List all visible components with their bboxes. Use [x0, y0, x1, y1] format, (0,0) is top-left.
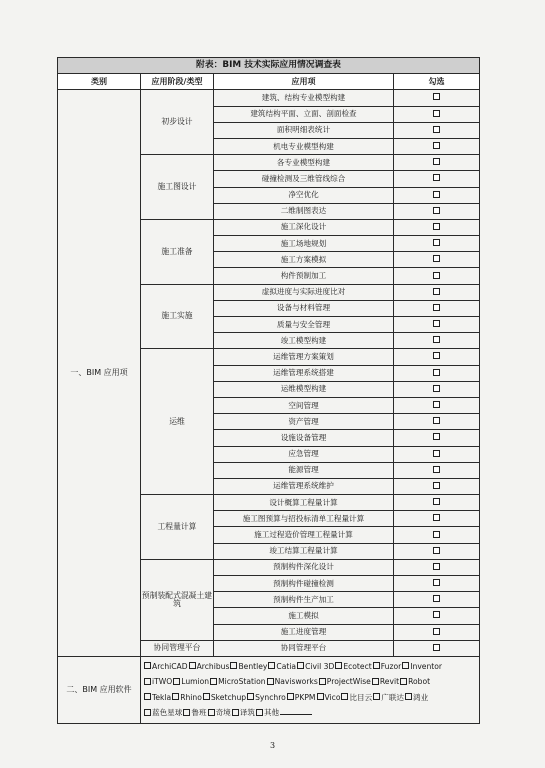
checkbox[interactable]	[433, 369, 440, 376]
checkbox[interactable]	[433, 191, 440, 198]
checkbox[interactable]	[402, 662, 409, 669]
software-option[interactable]	[173, 677, 209, 686]
checkbox[interactable]	[297, 662, 304, 669]
application-item: 构件预制加工	[214, 268, 394, 284]
software-label: Rhino	[180, 692, 202, 702]
software-label: Catia	[276, 661, 297, 671]
checkbox[interactable]	[433, 272, 440, 279]
application-item: 建筑、结构专业模型构建	[214, 90, 394, 106]
application-item: 建筑结构平面、立面、剖面检查	[214, 106, 394, 122]
checkbox-cell	[394, 397, 480, 413]
software-line	[144, 690, 476, 706]
software-option[interactable]	[144, 662, 188, 671]
checkbox[interactable]	[433, 239, 440, 246]
header-check: 勾选	[394, 74, 480, 90]
checkbox[interactable]	[433, 531, 440, 538]
software-option[interactable]	[203, 693, 246, 702]
software-option[interactable]	[317, 693, 341, 702]
checkbox[interactable]	[144, 693, 151, 700]
checkbox[interactable]	[433, 158, 440, 165]
checkbox-cell	[394, 268, 480, 284]
checkbox[interactable]	[341, 693, 348, 700]
checkbox[interactable]	[317, 693, 324, 700]
software-option[interactable]	[373, 662, 402, 671]
checkbox[interactable]	[433, 336, 440, 343]
checkbox[interactable]	[433, 352, 440, 359]
software-option[interactable]	[247, 693, 286, 702]
table-row	[58, 90, 480, 106]
checkbox[interactable]	[247, 693, 254, 700]
checkbox-cell	[394, 138, 480, 154]
checkbox[interactable]	[203, 693, 210, 700]
stage-cell: 施工实施	[141, 284, 214, 349]
software-option[interactable]	[208, 708, 231, 717]
checkbox[interactable]	[433, 110, 440, 117]
software-option[interactable]	[210, 677, 265, 686]
software-label: Ecotect	[343, 661, 372, 671]
checkbox[interactable]	[230, 662, 237, 669]
software-row	[58, 656, 480, 723]
checkbox[interactable]	[319, 678, 326, 685]
software-option[interactable]	[232, 708, 255, 717]
checkbox-cell	[394, 608, 480, 624]
application-item: 资产管理	[214, 414, 394, 430]
checkbox[interactable]	[287, 693, 294, 700]
software-label: Robot	[408, 677, 431, 687]
checkbox-cell	[394, 624, 480, 640]
checkbox-cell	[394, 478, 480, 494]
application-item: 施工模拟	[214, 608, 394, 624]
checkbox-cell	[394, 203, 480, 219]
software-option[interactable]	[189, 662, 230, 671]
stage-cell: 工程量计算	[141, 495, 214, 560]
checkbox[interactable]	[433, 255, 440, 262]
application-item: 施工方案模拟	[214, 252, 394, 268]
header-item: 应用项	[214, 74, 394, 90]
checkbox[interactable]	[433, 304, 440, 311]
software-label: 比目云	[349, 692, 373, 702]
table-title: 附表：BIM 技术实际应用情况调查表	[58, 58, 480, 74]
checkbox[interactable]	[433, 320, 440, 327]
stage-cell: 施工准备	[141, 219, 214, 284]
checkbox[interactable]	[433, 223, 440, 230]
application-item: 协同管理平台	[214, 640, 394, 656]
checkbox[interactable]	[433, 207, 440, 214]
software-label: Vico	[324, 692, 341, 702]
checkbox-cell	[394, 300, 480, 316]
checkbox[interactable]	[433, 174, 440, 181]
checkbox-cell	[394, 236, 480, 252]
checkbox[interactable]	[173, 678, 180, 685]
application-item: 运维管理方案策划	[214, 349, 394, 365]
software-option[interactable]	[405, 693, 428, 702]
checkbox[interactable]	[172, 693, 179, 700]
application-item: 碰撞检测及三维管线综合	[214, 171, 394, 187]
checkbox[interactable]	[335, 662, 342, 669]
checkbox[interactable]	[144, 662, 151, 669]
checkbox[interactable]	[268, 662, 275, 669]
checkbox[interactable]	[210, 678, 217, 685]
application-item: 施工场地规划	[214, 236, 394, 252]
checkbox-cell	[394, 155, 480, 171]
checkbox-cell	[394, 592, 480, 608]
checkbox[interactable]	[208, 709, 215, 716]
application-item: 净空优化	[214, 187, 394, 203]
application-item: 虚拟进度与实际进度比对	[214, 284, 394, 300]
application-item: 施工进度管理	[214, 624, 394, 640]
application-item: 预制构件深化设计	[214, 559, 394, 575]
checkbox-cell	[394, 446, 480, 462]
application-item: 设施设备管理	[214, 430, 394, 446]
checkbox[interactable]	[433, 644, 440, 651]
checkbox[interactable]	[183, 709, 190, 716]
checkbox[interactable]	[433, 93, 440, 100]
application-item: 运维管理系统维护	[214, 478, 394, 494]
checkbox-cell	[394, 333, 480, 349]
stage-cell: 运维	[141, 349, 214, 495]
application-item: 竣工结算工程量计算	[214, 543, 394, 559]
checkbox-cell	[394, 284, 480, 300]
checkbox[interactable]	[267, 678, 274, 685]
checkbox[interactable]	[433, 595, 440, 602]
application-item: 运维模型构建	[214, 381, 394, 397]
software-option[interactable]	[319, 677, 371, 686]
checkbox[interactable]	[433, 482, 440, 489]
software-label: 译筑	[239, 708, 255, 718]
software-line	[144, 659, 476, 675]
other-input-line[interactable]	[280, 707, 312, 715]
software-option[interactable]	[268, 662, 296, 671]
checkbox[interactable]	[433, 514, 440, 521]
checkbox-cell	[394, 252, 480, 268]
software-label: 其他	[263, 708, 280, 718]
software-label: MicroStation	[218, 677, 266, 687]
software-option[interactable]	[144, 677, 172, 686]
checkbox[interactable]	[433, 498, 440, 505]
checkbox[interactable]	[433, 628, 440, 635]
checkbox-cell	[394, 543, 480, 559]
checkbox[interactable]	[433, 433, 440, 440]
checkbox[interactable]	[232, 709, 239, 716]
software-label: Civil 3D	[305, 661, 335, 671]
checkbox-cell	[394, 90, 480, 106]
category-bim-software: 二、BIM 应用软件	[58, 656, 141, 723]
application-item: 预制构件碰撞检测	[214, 576, 394, 592]
checkbox[interactable]	[144, 678, 151, 685]
stage-cell: 初步设计	[141, 90, 214, 155]
checkbox[interactable]	[144, 709, 151, 716]
checkbox[interactable]	[433, 579, 440, 586]
software-label: 奇境	[215, 708, 231, 718]
software-option[interactable]	[267, 677, 318, 686]
checkbox-cell	[394, 187, 480, 203]
software-line	[144, 705, 476, 721]
software-label: PKPM	[294, 692, 316, 702]
software-option[interactable]	[144, 693, 171, 702]
checkbox[interactable]	[405, 693, 412, 700]
checkbox-cell	[394, 430, 480, 446]
software-label: Fuzor	[380, 661, 402, 671]
checkbox[interactable]	[372, 678, 379, 685]
software-label: iTWO	[152, 677, 173, 687]
software-option[interactable]	[373, 693, 404, 702]
checkbox[interactable]	[433, 450, 440, 457]
stage-cell: 预制装配式混凝土建筑	[141, 559, 214, 640]
software-label: Revit	[379, 677, 400, 687]
application-item: 机电专业模型构建	[214, 138, 394, 154]
checkbox-cell	[394, 122, 480, 138]
software-option[interactable]	[230, 662, 267, 671]
checkbox-cell	[394, 640, 480, 656]
software-option[interactable]	[402, 662, 442, 671]
stage-cell: 施工图设计	[141, 155, 214, 220]
software-option[interactable]	[297, 662, 334, 671]
software-label: Synchro	[255, 692, 286, 702]
category-bim-applications: 一、BIM 应用项	[58, 90, 141, 657]
checkbox-cell	[394, 527, 480, 543]
software-option[interactable]	[287, 693, 316, 702]
software-label: ArchiCAD	[152, 661, 188, 671]
application-item: 预制构件生产加工	[214, 592, 394, 608]
application-item: 空间管理	[214, 397, 394, 413]
application-item: 应急管理	[214, 446, 394, 462]
application-item: 施工图预算与招投标清单工程量计算	[214, 511, 394, 527]
checkbox[interactable]	[433, 466, 440, 473]
checkbox[interactable]	[433, 288, 440, 295]
software-label: Bentley	[238, 661, 268, 671]
checkbox[interactable]	[433, 417, 440, 424]
application-item: 面积明细表统计	[214, 122, 394, 138]
header-stage: 应用阶段/类型	[141, 74, 214, 90]
checkbox[interactable]	[373, 693, 380, 700]
checkbox-cell	[394, 106, 480, 122]
application-item: 二维制图表达	[214, 203, 394, 219]
software-option[interactable]	[183, 708, 206, 717]
software-line	[144, 674, 476, 690]
software-option[interactable]	[144, 708, 182, 717]
checkbox[interactable]	[433, 611, 440, 618]
checkbox[interactable]	[189, 662, 196, 669]
checkbox-cell	[394, 365, 480, 381]
checkbox[interactable]	[433, 401, 440, 408]
software-label: Inventor	[410, 661, 443, 671]
checkbox-cell	[394, 171, 480, 187]
checkbox[interactable]	[433, 126, 440, 133]
survey-sheet	[57, 57, 479, 724]
stage-cell: 协同管理平台	[141, 640, 214, 656]
software-label: 广联达	[381, 692, 405, 702]
software-option[interactable]	[341, 693, 372, 702]
header-category: 类别	[58, 74, 141, 90]
checkbox-cell	[394, 559, 480, 575]
software-label: ProjectWise	[326, 677, 371, 687]
software-option[interactable]	[172, 693, 202, 702]
software-label: Navisworks	[274, 677, 318, 687]
software-option[interactable]	[372, 677, 399, 686]
checkbox-cell	[394, 495, 480, 511]
checkbox[interactable]	[433, 563, 440, 570]
checkbox[interactable]	[433, 142, 440, 149]
software-option[interactable]	[256, 708, 279, 717]
software-options	[141, 656, 480, 723]
checkbox[interactable]	[373, 662, 380, 669]
application-item: 设计概算工程量计算	[214, 495, 394, 511]
checkbox-cell	[394, 414, 480, 430]
application-item: 能源管理	[214, 462, 394, 478]
checkbox-cell	[394, 381, 480, 397]
application-item: 施工深化设计	[214, 219, 394, 235]
application-item: 设备与材料管理	[214, 300, 394, 316]
software-label: 鸿业	[413, 692, 429, 702]
software-label: Lumion	[181, 677, 210, 687]
survey-table	[57, 57, 480, 724]
checkbox-cell	[394, 317, 480, 333]
checkbox[interactable]	[433, 547, 440, 554]
checkbox-cell	[394, 219, 480, 235]
application-item: 竣工模型构建	[214, 333, 394, 349]
application-item: 质量与安全管理	[214, 317, 394, 333]
checkbox-cell	[394, 349, 480, 365]
software-label: Sketchup	[210, 692, 247, 702]
checkbox-cell	[394, 462, 480, 478]
software-option[interactable]	[335, 662, 371, 671]
checkbox[interactable]	[400, 678, 407, 685]
checkbox-cell	[394, 511, 480, 527]
page-number: 3	[269, 741, 276, 750]
checkbox[interactable]	[256, 709, 263, 716]
software-label: Tekla	[152, 692, 172, 702]
application-item: 运维管理系统搭建	[214, 365, 394, 381]
software-option[interactable]	[400, 677, 430, 686]
software-label: 蓝色星球	[152, 708, 183, 718]
checkbox-cell	[394, 576, 480, 592]
software-label: Archibus	[196, 661, 230, 671]
software-label: 鲁班	[191, 708, 207, 718]
application-item: 施工过程造价管理工程量计算	[214, 527, 394, 543]
checkbox[interactable]	[433, 385, 440, 392]
application-item: 各专业模型构建	[214, 155, 394, 171]
